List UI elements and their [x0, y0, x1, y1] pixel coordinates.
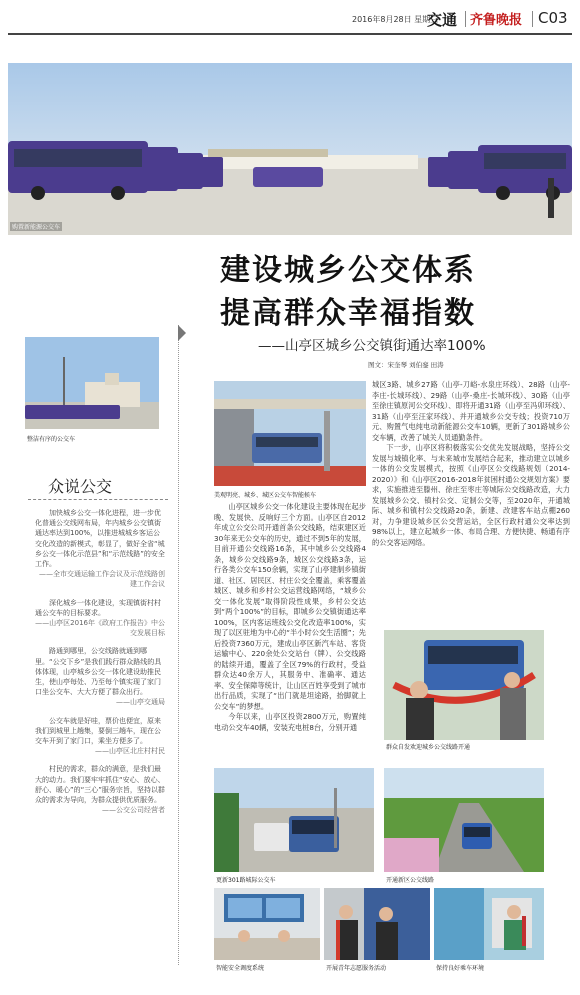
quote-source: ——山亭交通局: [116, 698, 165, 707]
quote-text: 公交车就是好哇，票价也便宜，原来我们到城里上趟集，要倒三趟车，现在公交车开到了家门口，乘坐方便多了。: [35, 716, 161, 746]
bus-fleet-photo: [8, 63, 572, 235]
section-name: 交通: [427, 11, 458, 29]
quote-text: 路通到哪里，公交线路就通到哪里。“公交下乡”是我们践行群众路线的具体体现，山亭城乡公交一体化建设助推民生，使山亭每处、乃至每个镇实现了家门口坐公交车、大大方便了群众出行。: [35, 647, 162, 697]
top-photo-caption: 购置新能源公交车: [12, 224, 61, 231]
bus-station-photo: [214, 768, 374, 872]
divider: [532, 11, 533, 27]
station-caption: 更新301路城际公交车: [216, 877, 276, 884]
quote-source: ——山亭区2016年《政府工作报告》中公交发展目标: [35, 619, 165, 638]
article-body-right: [372, 380, 570, 548]
tidy-bus-photo: [25, 337, 159, 429]
paragraph: 山亭区城乡公交一体化建设主要体现在起步晚、发展快、反响好三个方面。山亭区自2012年成立公交公司开通首条公交线路，结束建区近30年来无公交车的历史，通过不到5年的发展，目前开通公交线路16条，其中城乡公交线路4条，城乡公交线路9条，城区公交线路3条，运行各类公交车150余辆，实现了山亭建制乡镇街道、社区、居民区、村庄公交全覆盖，乘客覆盖城区、城乡和乡村公交运营线路网络，“城乡公交一体化发展”取得阶段性成果，乡村公交达到“两个100%”的目标，即城乡公交镇街通达率100%，区内客运班线公交化改造率100%，实现了以区驻地为中心的“半小时公交生活圈”；先后投资7360万元，建成山亭区新汽车站、客货运输中心、220余处公交站台（牌）、公交线路的陆续开通，覆盖了全区79%的行政村，受益群众达40余万人，其服务中、准确率、通达率、安全保障等统计，让山区百姓享受到了城市出行品质，实现了“出门就是坦途路，抬脚就上公交车”的梦想。: [214, 502, 366, 711]
column-rule: [178, 325, 179, 965]
headline-line-1: 建设城乡公交体系: [220, 253, 476, 288]
issue-date: 2016年8月28日 星期三: [352, 15, 439, 24]
middle-photo-caption: 美观明亮、城乡、城区公交车智能候车: [214, 492, 317, 499]
quote-source: ——山亭区北庄村村民: [95, 747, 165, 756]
header-rule: [8, 33, 572, 35]
quote-text: 深化城乡一体化建设，实现镇街村村通公交车的目标要求。: [35, 598, 161, 617]
byline: 图文：宋奎琴 刘伯銮 田涛: [368, 361, 444, 369]
page-number: C03: [538, 9, 568, 27]
service-caption: 开展青年志愿服务活动: [326, 965, 387, 972]
newspaper-name: 齐鲁晚报: [470, 13, 523, 28]
paragraph: 下一步，山亭区将积极落实公交优先发展战略，坚持公交发展与城镇化率、与未来城市发展结合起来，推动建立以城乡一体的公交发展模式，按照《山亭区公交线路规划（2014-2020）》和《山亭区2016-2018年贫困村通公交规划方案》要求，实施推进至滕州、徐庄至枣庄等城际公交线路改造，大力发展城乡公交、镇村公交、定制公交等，至2020年，开通城际、城乡和镇村公交线路20条，新建、改建客车站点棚260对，力争建设城乡区公交营运站，全区行政村通公交率达到98%以上，建立起城乡一体、布局合理、方便快捷、畅通有序的公交客运网络。: [372, 443, 570, 547]
divider: [465, 11, 466, 27]
headline-subtitle: ——山亭区城乡公交镇街通达率100%: [258, 338, 486, 354]
article-body-middle: [214, 502, 366, 733]
quote-text: 村民的需求，群众的满意，是我们最大的动力。我们要牢牢抓住“安心、放心、舒心、暖心”的“三心”服务宗旨，坚持以群众的需求为导向，为群众提供优质服务。: [35, 765, 165, 805]
quote-source: ——全市交通运输工作会议及示范线路创建工作会议: [39, 570, 165, 589]
control-room-photo: [214, 888, 320, 960]
service-photo: [324, 888, 430, 960]
green-road-photo: [384, 768, 544, 872]
paragraph: 城区3路、城乡27路（山亭-刀峪-水泉庄环线）、28路（山亭-李庄-长城环线）、29路（山亭-桑庄-长城环线）、30路（山亭至徐庄镇原河公交环线）、即将开通31路（山亭至冯卯环线）、31路（山亭至汪家环线）、并开通城乡公交专线；投资710万元、购置气电纯电动新能源公交车10辆，更新了301路城乡公交车辆，改善了城关人员通勤条件。: [372, 380, 570, 442]
quote-section-title: 众说公交: [48, 477, 113, 496]
smart-stop-photo: [214, 381, 366, 486]
paragraph: 今年以来，山亭区投资2800万元，购置纯电动公交车40辆，安装充电桩8台，分别开通: [214, 712, 366, 732]
quote-text: 加快城乡公交一体化进程，进一步优化普通公交线网布局，年内城乡公交镇街通达率达到100%，以推进城城乡客运公交化改造的新模式，彰显了，做好全省“城乡公交一体化示范县”和“示范线路”的安全工作。: [35, 509, 165, 569]
volunteer-caption: 保持良好乘车环境: [436, 965, 485, 972]
quote-source: ——公交公司经营者: [102, 806, 165, 815]
quotes-list: [35, 508, 165, 823]
title-rule: [28, 499, 168, 500]
volunteer-photo: [434, 888, 544, 960]
left-photo-caption: 整洁有序的公交车: [27, 436, 76, 443]
ribbon-ceremony-photo: [384, 630, 544, 740]
arrow-marker-icon: [178, 325, 186, 341]
ceremony-caption: 群众自发欢迎城乡公交线路开通: [386, 744, 471, 751]
green-road-caption: 开通新区公交线路: [386, 877, 435, 884]
control-caption: 智能安全调度系统: [216, 965, 265, 972]
headline-line-2: 提高群众幸福指数: [220, 296, 476, 331]
